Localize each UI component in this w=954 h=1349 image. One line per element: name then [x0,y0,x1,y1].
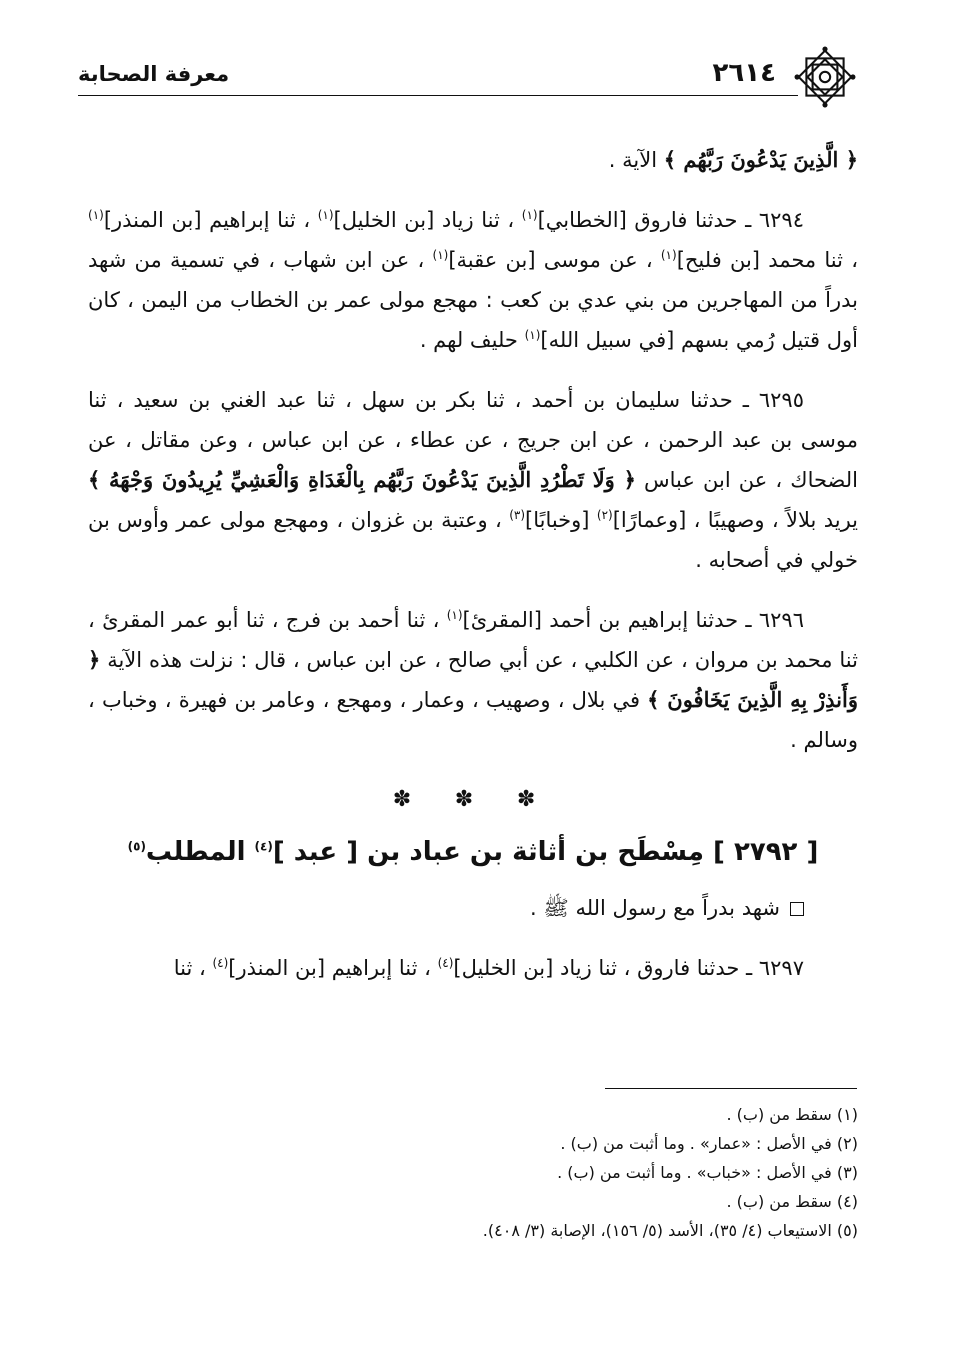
footnote-divider [605,1088,857,1089]
footnote-item: (٤) سقط من (ب) . [726,1192,858,1211]
footnote-ref: (١) [432,248,449,262]
footnotes [300,1100,858,1245]
text-run: ، عن موسى [بن عقبة] [448,248,661,272]
text-run: ٦٢٩٤ ـ حدثنا فاروق [الخطابي] [537,208,804,232]
footnote-ref: (٤) [437,956,454,970]
footnote-ref: (٤) [212,956,229,970]
text-run: ، عن ابن شهاب ، في تسمية من شهد بدراً من المهاجرين من بني عدي بن كعب : مهجع مولى عمر بن الخطاب من اليمن ، كان أول قتيل رُمي بسهم [في سبيل الله] [88,248,858,352]
footnote-item: (٢) في الأصل : «عمار» . وما أثبت من (ب) . [560,1134,858,1153]
text-run: ، ثنا محمد [بن فليح] [676,248,858,272]
heading-text: [ ٢٧٩٢ ] مِسْطَح بن أثاثة بن عباد بن [ عبد ] [272,837,819,867]
page-header [78,60,858,100]
text-run: ٦٢٩٦ ـ حدثنا إبراهيم بن أحمد [المقرئ] [462,608,804,632]
footnote-ref: (١) [446,608,463,622]
footnote-ref: (١) [88,208,104,222]
text-run: في بلال ، وصهيب ، وعمار ، ومهجع ، وعامر بن فهيرة ، وخباب ، وسالم . [88,688,858,752]
quran-verse: ﴿ الَّذِينَ يَدْعُونَ رَبَّهُم ﴾ [663,147,858,172]
footnote-ref: (٣) [509,508,526,522]
text-run: ، ثنا إبراهيم [بن المنذر] [103,208,318,232]
footnote-item: (٥) الاستيعاب (٤/ ٣٥)، الأسد (٥/ ١٥٦)، الإصابة (٣/ ٤٠٨). [482,1221,858,1240]
text-run: ، ثنا [173,956,213,980]
text-run: ، ثنا إبراهيم [بن المنذر] [228,956,438,980]
footnote-ref: (٥) [127,839,146,854]
intro-tail: الآية . [608,148,664,172]
footnote-ref: (٢) [596,508,613,522]
footnote-item: (١) سقط من (ب) . [726,1105,858,1124]
footnote-ref: (١) [317,208,334,222]
entry-heading [88,830,858,874]
footnote-ref: (٤) [254,839,273,854]
intro-line [88,140,858,180]
main-text [88,140,858,1008]
section-separator-stars: ✽ ✽ ✽ [392,787,554,812]
book-title: معرفة الصحابة [78,62,230,86]
hadith-6296 [88,600,858,760]
text-run: ، ثنا أحمد بن فرج ، ثنا أبو عمر المقرئ ، ثنا محمد بن مروان ، عن الكلبي ، عن أبي صالح ، عن ابن عباس ، قال : نزلت هذه الآية [88,608,858,672]
heading-text: المطلب [145,837,255,867]
text-run: ، وعتبة بن غزوان ، ومهجع مولى عمر وأوس بن خولي في أصحابه . [88,508,858,572]
quran-verse: ﴿ وَلَا تَطْرُدِ الَّذِينَ يَدْعُونَ رَبَّهُم بِالْغَدَاةِ وَالْعَشِيِّ يُرِيدُونَ وَجْهَهُ ﴾ [88,467,636,492]
quran-verse: ﴿ وَأَنذِرْ بِهِ الَّذِينَ يَخَافُونَ ﴾ [88,647,858,712]
hadith-6294 [88,200,858,360]
hadith-6295 [88,380,858,580]
note-text: شهد بدراً مع رسول الله ﷺ . [530,896,780,920]
page-number: ٢٦١٤ [712,58,776,88]
header-divider [78,95,798,96]
footnote-ref: (١) [521,208,538,222]
text-run: ٦٢٩٥ ـ حدثنا سليمان بن أحمد ، ثنا بكر بن سهل ، ثنا عبد الغني بن سعيد ، ثنا موسى بن عبد الرحمن ، عن ابن جريج ، عن عطاء ، عن ابن عباس ، وعن مقاتل ، عن الضحاك ، عن ابن عباس [88,388,858,492]
square-bullet-icon [790,902,804,916]
text-run: يريد بلالاً ، وصهيبًا ، [وعمارًا] [612,508,858,532]
note-line [88,888,858,928]
footnote-ref: (١) [660,248,677,262]
text-run: ، ثنا زياد [بن الخليل] [333,208,522,232]
octagram-ornament-icon [794,46,856,108]
footnote-item: (٣) في الأصل : «خباب» . وما أثبت من (ب) . [557,1163,858,1182]
text-run: [وخبابًا] [525,508,597,532]
footnote-ref: (١) [524,328,541,342]
hadith-6297 [88,948,858,988]
text-run: حليف لهم . [419,328,525,352]
text-run: ٦٢٩٧ ـ حدثنا فاروق ، ثنا زياد [بن الخليل] [453,956,804,980]
